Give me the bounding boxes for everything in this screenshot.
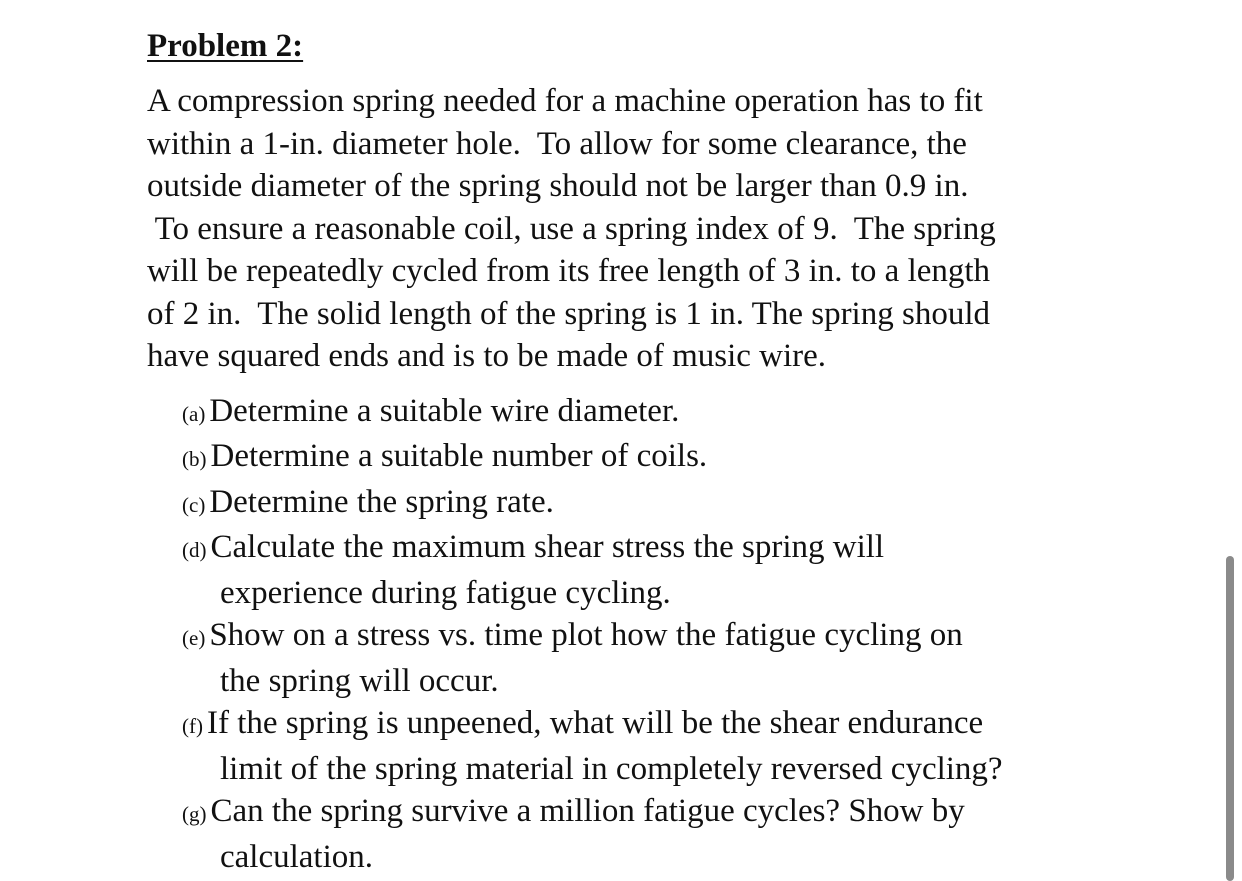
question-text: If the spring is unpeened, what will be the shear endurance [206,705,984,741]
question-text: Determine the spring rate. [209,483,554,520]
statement-line: outside diameter of the spring should not be larger than 0.9 in. [147,168,969,204]
statement-line: of 2 in. The solid length of the spring is 1 in. The spring should [147,295,990,332]
question-f [182,702,1107,790]
question-marker: (f) [182,714,203,738]
problem-title: Problem 2: [147,28,304,64]
statement-line: have squared ends and is to be made of music wire. [147,338,827,374]
question-marker: (b) [182,447,207,471]
question-marker: (d) [182,538,207,562]
question-g [182,790,1107,878]
statement-line: To ensure a reasonable coil, use a spring index of 9. The spring [147,210,996,247]
question-text-continued: calculation. [220,838,374,875]
question-marker: (a) [182,401,206,426]
question-c [182,481,1107,527]
problem-statement [147,80,1107,378]
question-e [182,614,1107,702]
vertical-scrollbar[interactable] [1226,556,1234,881]
statement-line: will be repeatedly cycled from its free length of 3 in. to a length [147,253,991,289]
question-text-continued: experience during fatigue cycling. [220,574,671,611]
question-marker: (g) [182,802,207,826]
question-list [182,390,1107,879]
question-a [182,390,1107,436]
question-text-continued: the spring will occur. [220,662,499,699]
question-marker: (c) [182,492,206,517]
statement-line: A compression spring needed for a machine operation has to fit [147,83,983,119]
question-text: Determine a suitable number of coils. [210,438,708,474]
question-text: Determine a suitable wire diameter. [209,392,680,429]
question-b [182,435,1107,481]
question-d [182,526,1107,614]
question-text: Can the spring survive a million fatigue cycles? Show by [210,793,965,829]
statement-line: within a 1-in. diameter hole. To allow for some clearance, the [147,125,967,162]
problem-document [147,26,1107,878]
question-text: Calculate the maximum shear stress the spring will [210,529,885,565]
question-text-continued: limit of the spring material in completely reversed cycling? [220,750,1003,787]
question-marker: (e) [182,626,206,650]
question-text: Show on a stress vs. time plot how the fatigue cycling on [209,617,963,653]
